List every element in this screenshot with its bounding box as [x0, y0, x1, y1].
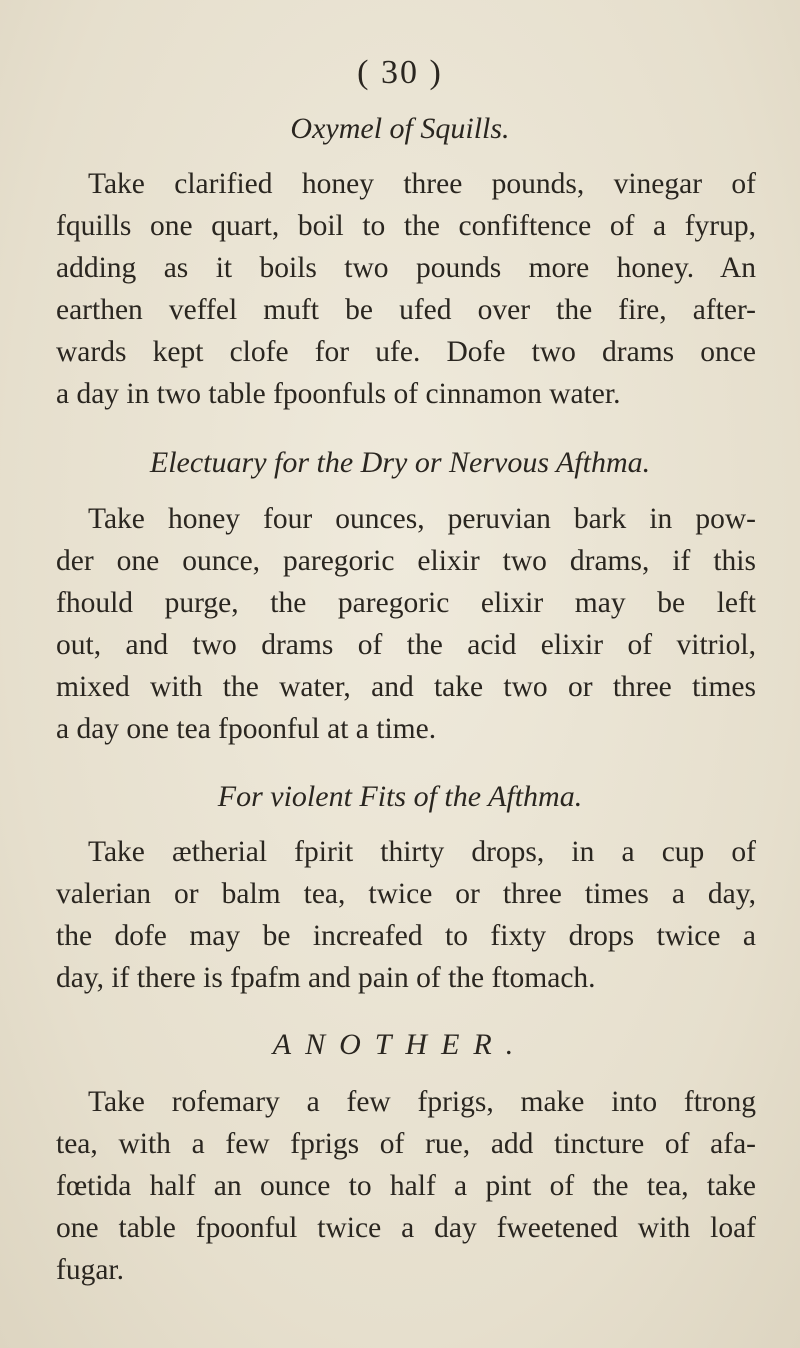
text-line: out, and two drams of the acid elixir of vitriol, — [56, 629, 756, 661]
text-line: Take clarified honey three pounds, vinegar of — [88, 168, 756, 200]
text-line: fugar. — [56, 1254, 124, 1286]
text-line: mixed with the water, and take two or three times — [56, 671, 756, 703]
text-line: fquills one quart, boil to the confiftence of a fyrup, — [56, 210, 756, 242]
section-heading-electuary: Electuary for the Dry or Nervous Afthma. — [149, 446, 651, 479]
text-line: der one ounce, paregoric elixir two drams, if this — [56, 545, 756, 577]
text-line: valerian or balm tea, twice or three times a day, — [56, 878, 756, 910]
text-line: the dofe may be increafed to fixty drops twice a — [56, 920, 756, 952]
text-line: Take honey four ounces, peruvian bark in pow- — [88, 503, 756, 535]
text-line: a day one tea fpoonful at a time. — [56, 713, 437, 745]
text-line: a day in two table fpoonfuls of cinnamon water. — [56, 378, 621, 410]
section-heading-violent-fits: For violent Fits of the Afthma. — [217, 780, 583, 813]
text-line: one table fpoonful twice a day fweetened with loaf — [56, 1212, 756, 1244]
text-line: fœtida half an ounce to half a pint of the tea, take — [56, 1170, 756, 1202]
text-line: Take rofemary a few fprigs, make into ftrong — [88, 1086, 756, 1118]
section-heading-oxymel: Oxymel of Squills. — [290, 112, 510, 145]
text-line: Take ætherial fpirit thirty drops, in a cup of — [88, 836, 756, 868]
section-heading-another: ANOTHER. — [272, 1028, 528, 1061]
text-line: tea, with a few fprigs of rue, add tincture of afa- — [56, 1128, 756, 1160]
text-line: fhould purge, the paregoric elixir may be left — [56, 587, 756, 619]
text-line: adding as it boils two pounds more honey. An — [56, 252, 756, 284]
text-line: earthen veffel muft be ufed over the fire, after- — [56, 294, 756, 326]
page-number: ( 30 ) — [357, 54, 443, 91]
text-line: wards kept clofe for ufe. Dofe two drams once — [56, 336, 756, 368]
text-line: day, if there is fpafm and pain of the ftomach. — [56, 962, 596, 994]
